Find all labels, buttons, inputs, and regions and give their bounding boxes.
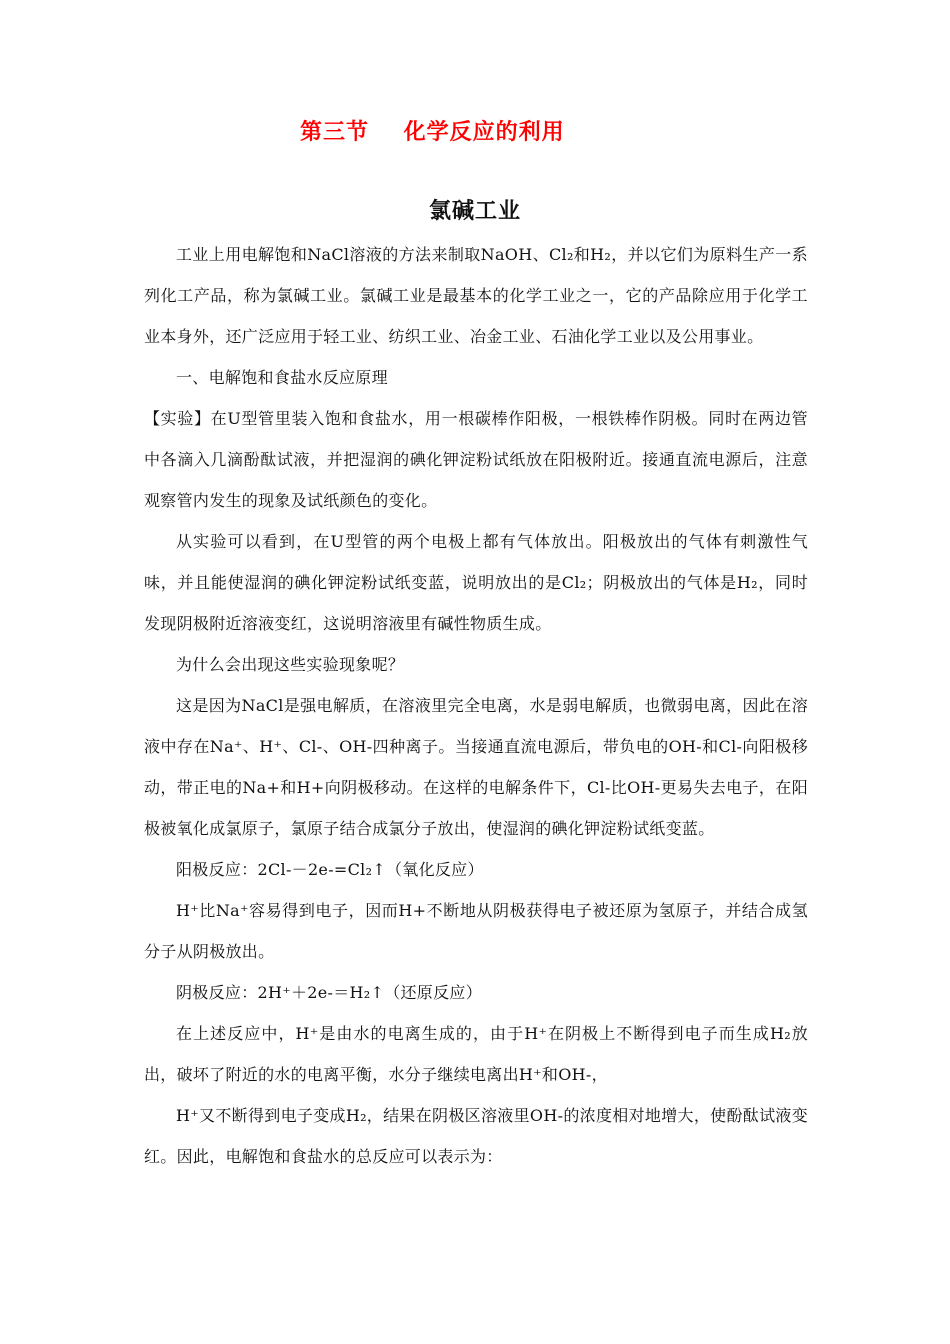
document-body xyxy=(144,234,808,1177)
cathode-reaction: 阴极反应：2H⁺＋2e-＝H₂↑（还原反应） xyxy=(176,983,483,1002)
conclusion-paragraph: H⁺又不断得到电子变成H₂，结果在阴极区溶液里OH-的浓度相对地增大，使酚酞试液变红。因此，电解饱和食盐水的总反应可以表示为： xyxy=(144,1106,808,1166)
anode-reaction: 阳极反应：2Cl-－2e-=Cl₂↑（氧化反应） xyxy=(176,860,484,879)
section-title: 第三节 化学反应的利用 xyxy=(300,120,565,145)
observation-paragraph: 从实验可以看到，在U型管的两个电极上都有气体放出。阳极放出的气体有刺激性气味，并且能使湿润的碘化钾淀粉试纸变蓝，说明放出的是Cl₂；阴极放出的气体是H₂，同时发现阴极附近溶液变红，这说明溶液里有碱性物质生成。 xyxy=(144,532,808,633)
explanation-paragraph: 这是因为NaCl是强电解质，在溶液里完全电离，水是弱电解质，也微弱电离，因此在溶液中存在Na⁺、H⁺、Cl-、OH-四种离子。当接通直流电源后，带负电的OH-和Cl-向阳极移动，带正电的Na+和H+向阴极移动。在这样的电解条件下，Cl-比OH-更易失去电子，在阳极被氧化成氯原子，氯原子结合成氯分子放出，使湿润的碘化钾淀粉试纸变蓝。 xyxy=(144,696,808,838)
subsection-heading: 一、电解饱和食盐水反应原理 xyxy=(176,368,388,387)
intro-paragraph: 工业上用电解饱和NaCl溶液的方法来制取NaOH、Cl₂和H₂，并以它们为原料生产一系列化工产品，称为氯碱工业。氯碱工业是最基本的化学工业之一，它的产品除应用于化学工业本身外，还广泛应用于轻工业、纺织工业、冶金工业、石油化学工业以及公用事业。 xyxy=(144,245,808,346)
equilibrium-paragraph: 在上述反应中，H⁺是由水的电离生成的，由于H⁺在阴极上不断得到电子而生成H₂放出，破坏了附近的水的电离平衡，水分子继续电离出H⁺和OH-， xyxy=(144,1024,808,1084)
experiment-paragraph: 【实验】在U型管里装入饱和食盐水，用一根碳棒作阳极，一根铁棒作阴极。同时在两边管中各滴入几滴酚酞试液，并把湿润的碘化钾淀粉试纸放在阳极附近。接通直流电源后，注意观察管内发生的现象及试纸颜色的变化。 xyxy=(144,409,808,510)
hydrogen-paragraph: H⁺比Na⁺容易得到电子，因而H+不断地从阴极获得电子被还原为氢原子，并结合成氢分子从阴极放出。 xyxy=(144,901,808,961)
question-paragraph: 为什么会出现这些实验现象呢？ xyxy=(176,655,405,674)
main-title: 氯碱工业 xyxy=(428,199,521,224)
